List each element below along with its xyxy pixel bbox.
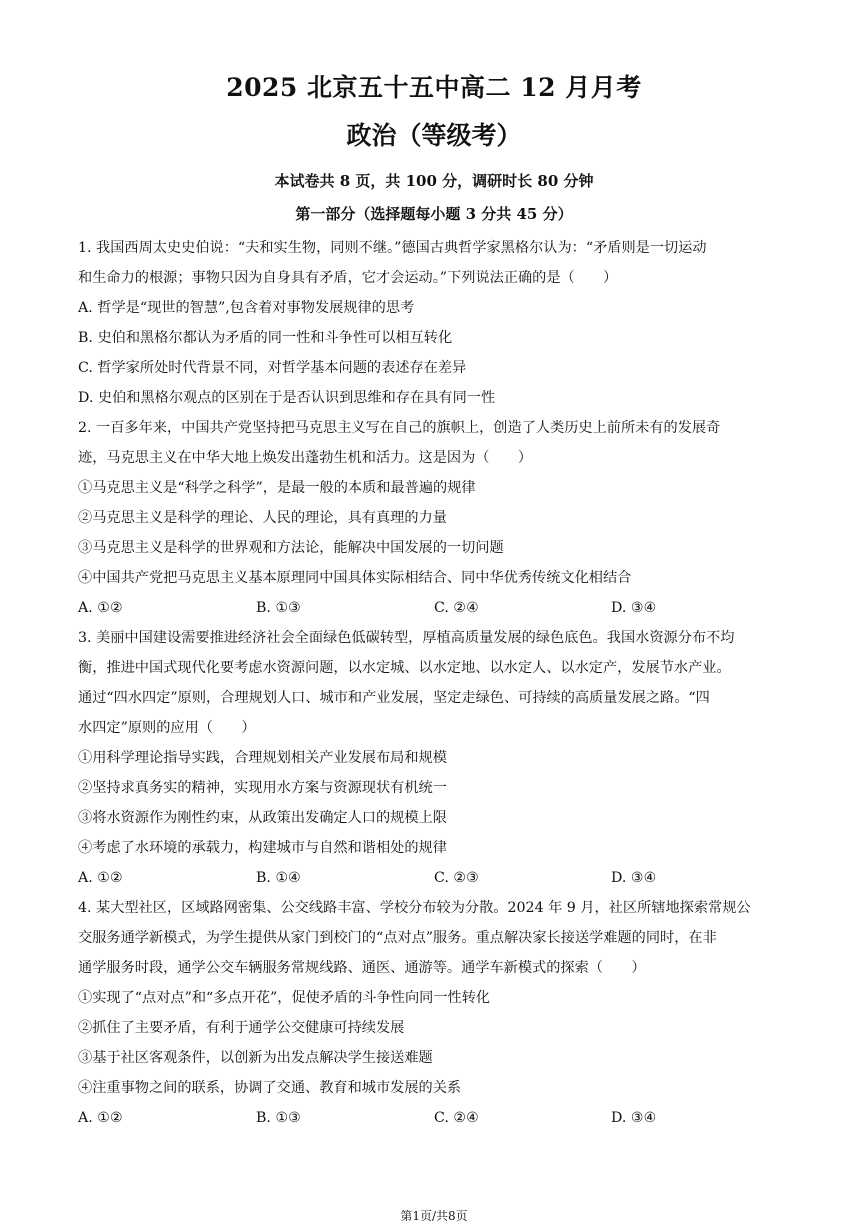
- choice-d: D. ③④: [611, 600, 657, 616]
- question-list: [78, 233, 790, 1133]
- answer-choices: [78, 863, 790, 893]
- statement-4: ④中国共产党把马克思主义基本原理同中国具体实际相结合、同中华优秀传统文化相结合: [78, 570, 632, 586]
- question-stem-line: 交服务通学新模式，为学生提供从家门到校门的“点对点”服务。重点解决家长接送学难题的同时，在非: [78, 930, 717, 946]
- statement-2: ②坚持求真务实的精神，实现用水方案与资源现状有机统一: [78, 780, 447, 796]
- page-number: 第1页/共8页: [400, 1209, 468, 1223]
- exam-subject: 政治（等级考）: [346, 121, 522, 150]
- choice-b: B. ①④: [256, 870, 301, 886]
- statement-3: ③马克思主义是科学的世界观和方法论，能解决中国发展的一切问题: [78, 540, 504, 556]
- choice-c: C. ②④: [434, 600, 479, 616]
- option-b: B. 史伯和黑格尔都认为矛盾的同一性和斗争性可以相互转化: [78, 330, 453, 346]
- exam-info: 本试卷共 8 页，共 100 分，调研时长 80 分钟: [274, 172, 594, 190]
- statement-1: ①马克思主义是“科学之科学”，是最一般的本质和最普遍的规律: [78, 480, 476, 496]
- statement-2: ②马克思主义是科学的理论、人民的理论，具有真理的力量: [78, 510, 447, 526]
- answer-choices: [78, 1103, 790, 1133]
- question-4: [78, 893, 790, 1133]
- section-heading: 第一部分（选择题每小题 3 分共 45 分）: [295, 205, 573, 223]
- choice-b: B. ①③: [256, 1110, 301, 1126]
- question-stem-line: 迹，马克思主义在中华大地上焕发出蓬勃生机和活力。这是因为（ ）: [78, 450, 533, 466]
- statement-1: ①用科学理论指导实践，合理规划相关产业发展布局和规模: [78, 750, 447, 766]
- choice-a: A. ①②: [78, 600, 123, 616]
- choice-d: D. ③④: [611, 1110, 657, 1126]
- choice-c: C. ②③: [434, 870, 479, 886]
- question-stem-line: 水四定”原则的应用（ ）: [78, 720, 256, 736]
- question-stem-line: 通过“四水四定”原则，合理规划人口、城市和产业发展，坚定走绿色、可持续的高质量发展之路。“四: [78, 690, 710, 706]
- option-d: D. 史伯和黑格尔观点的区别在于是否认识到思维和存在具有同一性: [78, 390, 496, 406]
- question-stem-line: 衡，推进中国式现代化要考虑水资源问题，以水定城、以水定地、以水定人、以水定产，发展节水产业。: [78, 660, 731, 676]
- question-1: [78, 233, 790, 413]
- choice-d: D. ③④: [611, 870, 657, 886]
- choice-a: A. ①②: [78, 870, 123, 886]
- statement-4: ④注重事物之间的联系，协调了交通、教育和城市发展的关系: [78, 1080, 462, 1096]
- choice-a: A. ①②: [78, 1110, 123, 1126]
- option-a: A. 哲学是“现世的智慧”,包含着对事物发展规律的思考: [78, 300, 415, 316]
- question-3: [78, 623, 790, 893]
- statement-3: ③基于社区客观条件，以创新为出发点解决学生接送难题: [78, 1050, 433, 1066]
- question-2: [78, 413, 790, 623]
- question-stem-line: 1. 我国西周太史史伯说：“夫和实生物，同则不继。”德国古典哲学家黑格尔认为：“矛盾则是一切运动: [78, 240, 707, 256]
- statement-3: ③将水资源作为刚性约束，从政策出发确定人口的规模上限: [78, 810, 447, 826]
- question-stem-line: 2. 一百多年来，中国共产党坚持把马克思主义写在自己的旗帜上，创造了人类历史上前所未有的发展奇: [78, 420, 721, 436]
- exam-title: 2025 北京五十五中高二 12 月月考: [226, 73, 642, 102]
- question-stem-line: 4. 某大型社区，区域路网密集、公交线路丰富、学校分布较为分散。2024 年 9 月，社区所辖地探索常规公: [78, 900, 751, 916]
- choice-c: C. ②④: [434, 1110, 479, 1126]
- question-stem-line: 通学服务时段，通学公交车辆服务常规线路、通医、通游等。通学车新模式的探索（ ）: [78, 960, 646, 976]
- option-c: C. 哲学家所处时代背景不同，对哲学基本问题的表述存在差异: [78, 360, 467, 376]
- statement-2: ②抓住了主要矛盾，有利于通学公交健康可持续发展: [78, 1020, 405, 1036]
- choice-b: B. ①③: [256, 600, 301, 616]
- statement-1: ①实现了“点对点”和“多点开花”，促使矛盾的斗争性向同一性转化: [78, 990, 491, 1006]
- statement-4: ④考虑了水环境的承载力，构建城市与自然和谐相处的规律: [78, 840, 447, 856]
- answer-choices: [78, 593, 790, 623]
- question-stem-line: 和生命力的根源；事物只因为自身具有矛盾，它才会运动。”下列说法正确的是（ ）: [78, 270, 618, 286]
- question-stem-line: 3. 美丽中国建设需要推进经济社会全面绿色低碳转型，厚植高质量发展的绿色底色。我国水资源分布不均: [78, 630, 735, 646]
